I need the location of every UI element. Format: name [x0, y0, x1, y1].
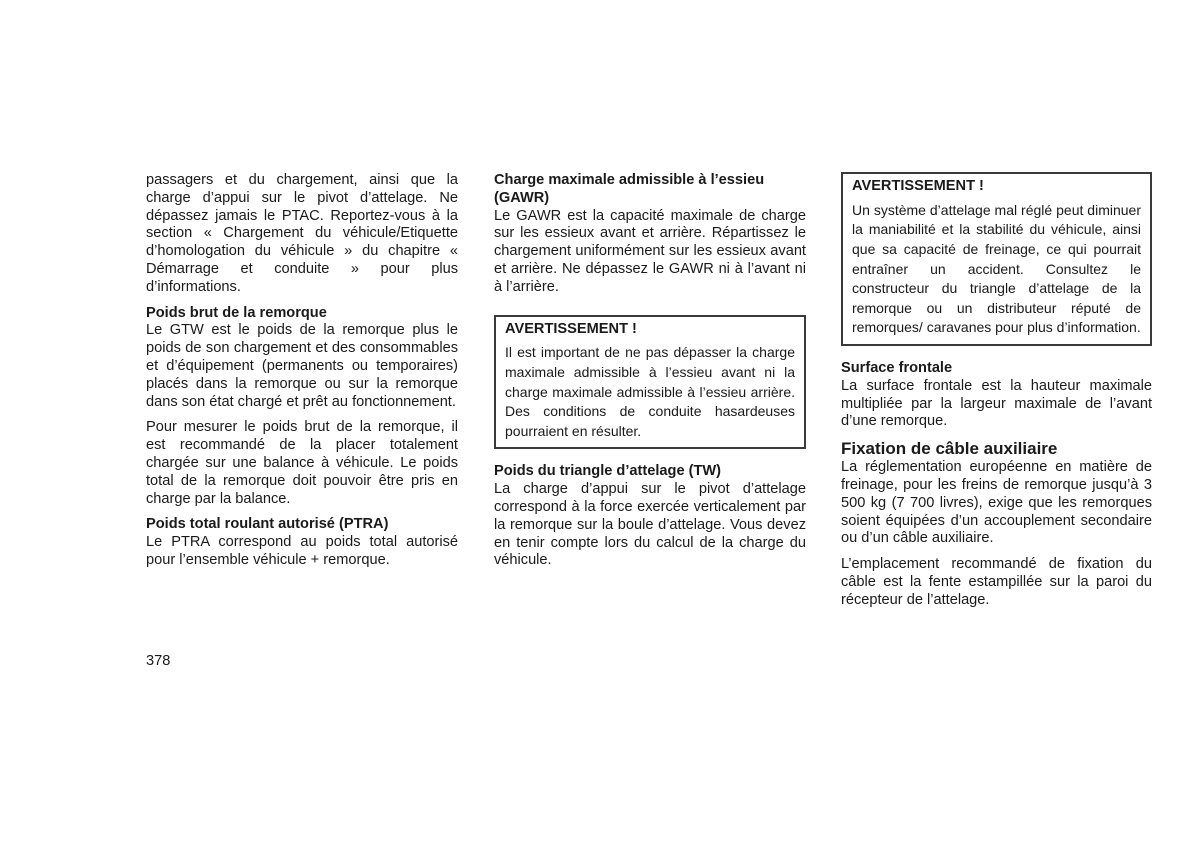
gtw-heading: Poids brut de la remorque: [146, 304, 327, 321]
cable-section: [841, 439, 1152, 548]
frontal-heading: Surface frontale: [841, 359, 953, 376]
frontal-paragraph: La surface frontale est la hauteur maximale multipliée par la largeur maximale de l’avant d’une remorque.: [841, 377, 1152, 430]
gawr-paragraph: Le GAWR est la capacité maximale de charge sur les essieux avant et arrière. Répartissez le chargement uniformément sur les essieux avant et arrière. Ne dépassez le GAWR ni à l’avant ni à l’arrière.: [494, 207, 806, 295]
hitch-warning-title: AVERTISSEMENT !: [852, 178, 984, 194]
cable-paragraph: La réglementation européenne en matière de freinage, pour les freins de remorque jusqu’à 3 500 kg (7 700 livres), exige que les remorques soient équipées d’un accouplement secondaire ou d’un câble auxiliaire.: [841, 459, 1152, 547]
hitch-warning-text: Un système d’attelage mal réglé peut diminuer la maniabilité et la stabilité du véhicule, ainsi que sa capacité de freinage, ce qui pourrait entraîner un accident. Consultez le constructeur du triangle d’attelage de la remorque ou un distributeur réputé de remorques/ caravanes pour plus d’information.: [852, 201, 1141, 336]
tw-heading: Poids du triangle d’attelage (TW): [494, 463, 722, 480]
ptra-paragraph: Le PTRA correspond au poids total autorisé pour l’ensemble véhicule + remorque.: [146, 534, 458, 568]
gawr-section: [494, 172, 806, 297]
column-left: [146, 172, 458, 578]
column-right: [841, 172, 1152, 618]
axle-warning-box: [494, 315, 806, 450]
intro-paragraph: passagers et du chargement, ainsi que la charge d’appui sur le pivot d’attelage. Ne dépassez jamais le PTAC. Reportez-vous à la section « Chargement du véhicule/Etiquette d’homologation du véhicule » du chapitre « Démarrage et conduite » pour plus d’informations.: [146, 172, 458, 295]
ptra-heading: Poids total roulant autorisé (PTRA): [146, 516, 389, 533]
cable-section-title: Fixation de câble auxiliaire: [841, 439, 1058, 459]
page-number: 378: [146, 653, 171, 669]
axle-warning-text: Il est important de ne pas dépasser la charge maximale admissible à l’essieu avant ni la charge maximale admissible à l’essieu arrière. Des conditions de conduite hasardeuses pourraient en résulter.: [505, 344, 795, 439]
gawr-heading: Charge maximale admissible à l’essieu (GAWR): [494, 172, 765, 206]
gtw-section: [146, 305, 458, 412]
frontal-section: [841, 360, 1152, 431]
gtw-paragraph: Le GTW est le poids de la remorque plus le poids de son chargement et des consommables et d’équipement (permanents ou temporaires) placés dans la remorque ou sur la remorque dans son état chargé et prêt au fonctionnement.: [146, 322, 458, 410]
axle-warning-title: AVERTISSEMENT !: [505, 320, 637, 337]
gtw-measure-paragraph: Pour mesurer le poids brut de la remorque, il est recommandé de la placer totalement chargée sur une balance à véhicule. Le poids total de la remorque doit pouvoir être pris en charge par la balance.: [146, 419, 458, 507]
tw-section: [494, 463, 806, 570]
tw-paragraph: La charge d’appui sur le pivot d’attelage correspond à la force exercée verticalement par la remorque sur la boule d’attelage. Vous devez en tenir compte lors du calcul de la charge du véhicule.: [494, 481, 806, 569]
column-middle: [494, 172, 806, 578]
ptra-section: [146, 516, 458, 569]
cable-location-paragraph: L’emplacement recommandé de fixation du câble est la fente estampillée sur la paroi du récepteur de l’attelage.: [841, 556, 1152, 608]
hitch-warning-box: [841, 172, 1152, 346]
